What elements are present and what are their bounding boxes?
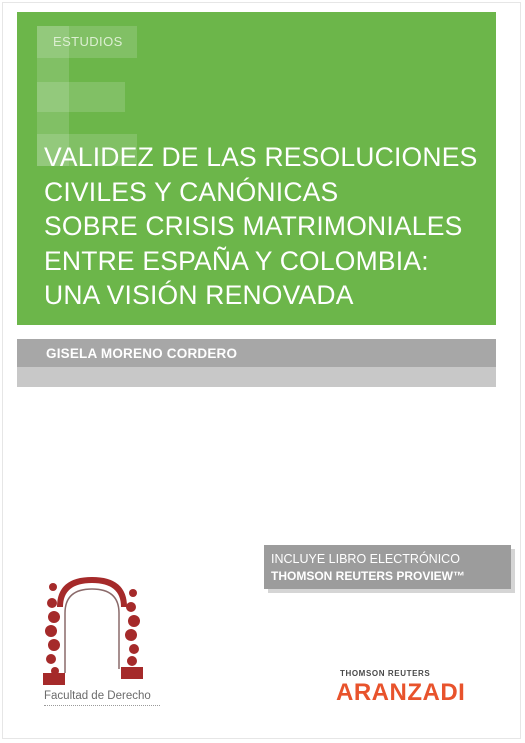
ebook-label: INCLUYE LIBRO ELECTRÓNICO xyxy=(271,552,460,566)
ebook-platform: THOMSON REUTERS PROVIEW™ xyxy=(271,569,466,583)
faculty-name: Facultad de Derecho xyxy=(44,690,151,702)
title-line: SOBRE CRISIS MATRIMONIALES xyxy=(44,211,463,241)
title-line: CIVILES Y CANÓNICAS xyxy=(44,176,339,207)
title-line: ENTRE ESPAÑA Y COLOMBIA: xyxy=(44,245,429,276)
publisher-parent: THOMSON REUTERS xyxy=(340,669,431,678)
book-title xyxy=(44,140,494,313)
author-name: GISELA MORENO CORDERO xyxy=(46,346,238,361)
series-label: ESTUDIOS xyxy=(53,34,123,49)
publisher-name: ARANZADI xyxy=(336,679,466,706)
title-panel xyxy=(17,12,496,325)
faculty-subtitle-rule xyxy=(44,705,160,709)
ebook-badge xyxy=(264,545,511,589)
title-line: UNA VISIÓN RENOVADA xyxy=(44,280,354,310)
title-line: VALIDEZ DE LAS RESOLUCIONES xyxy=(44,142,478,172)
author-bar xyxy=(17,339,496,387)
